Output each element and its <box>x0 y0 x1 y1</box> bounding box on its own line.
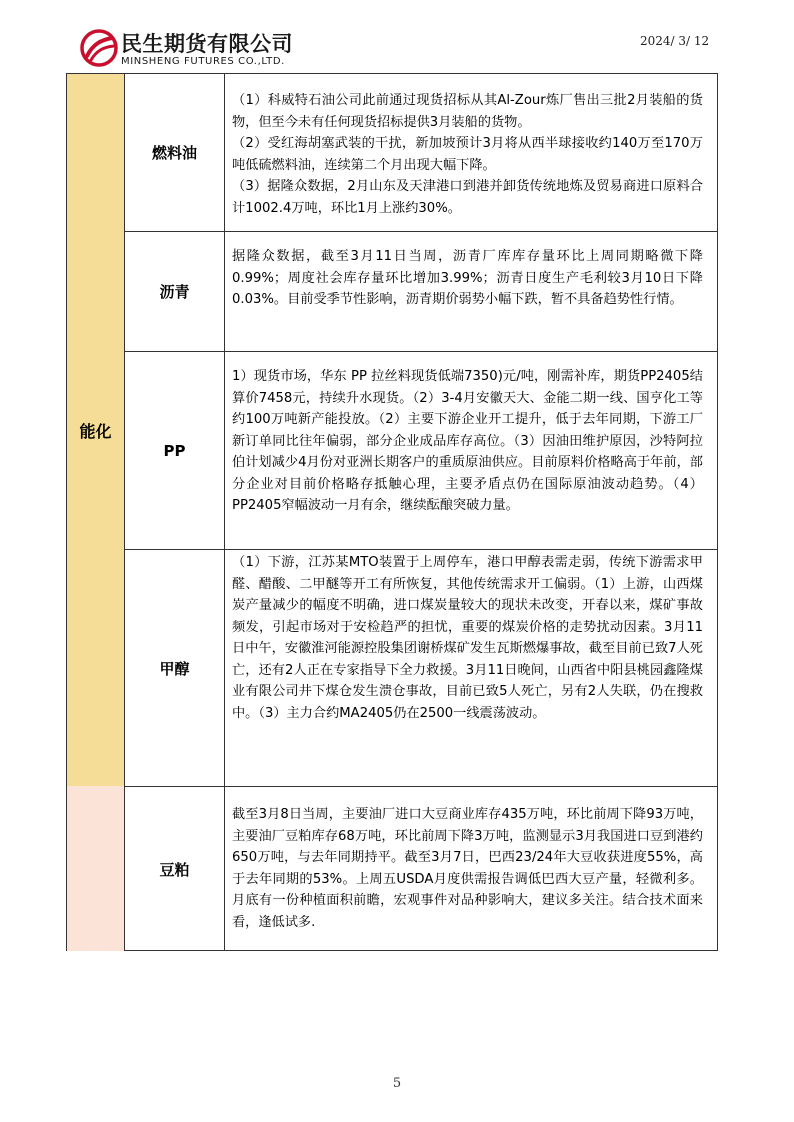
row-methanol <box>125 549 717 786</box>
fuel-oil-paragraph-2: （2）受红海胡塞武装的干扰，新加坡预计3月将从西半球接收约140万至170万吨低硫燃料油，连续第二个月出现大幅下降。 <box>232 136 703 173</box>
content-fuel-oil <box>225 74 717 231</box>
category-energy-chemical: 能化 <box>67 74 125 786</box>
row-asphalt <box>125 231 717 351</box>
minsheng-logo-icon <box>79 28 119 68</box>
row-fuel-oil <box>125 74 717 231</box>
item-name-pp: PP <box>125 352 225 549</box>
company-name-cn: 民生期货有限公司 <box>121 32 293 56</box>
row-pp <box>125 351 717 549</box>
content-asphalt <box>225 232 717 351</box>
fuel-oil-paragraph-3: （3）据隆众数据，2月山东及天津港口到港并卸货传统地炼及贸易商进口原料合计1002.4万吨，环比1月上涨约30%。 <box>232 179 703 216</box>
content-methanol <box>225 550 717 786</box>
item-name-methanol: 甲醇 <box>125 550 225 786</box>
report-date: 2024/ 3/ 12 <box>640 34 710 48</box>
item-name-asphalt: 沥青 <box>125 232 225 351</box>
asphalt-text: 据隆众数据，截至3月11日当周，沥青厂库库存量环比上周同期略微下降0.99%；周度社会库存量环比增加3.99%；沥青日度生产毛利较3月10日下降0.03%。目前受季节性影响，沥青期价弱势小幅下跌，暂不具备趋势性行情。 <box>232 249 703 307</box>
commodity-table <box>66 73 718 951</box>
page-number: 5 <box>392 1076 402 1091</box>
soymeal-text: 截至3月8日当周，主要油厂进口大豆商业库存435万吨，环比前周下降93万吨，主要油厂豆粕库存68万吨，环比前周下降3万吨，监测显示3月我国进口豆到港约650万吨，与去年同期持平。截至3月7日，巴西23/24年大豆收获进度55%，高于去年同期的53%。上周五USDA月度供需报告调低巴西大豆产量，轻微利多。月底有一份种植面积前瞻，宏观事件对品种影响大，建议多关注。结合技术面来看，逢低试多. <box>232 807 703 930</box>
pp-text: 1）现货市场，华东 PP 拉丝料现货低端7350)元/吨，刚需补库，期货PP2405结算价7458元，持续升水现货。（2）3-4月安徽天大、金能二期一线、国亨化工等约100万吨新产能投放。（2）主要下游企业开工提升，低于去年同期，下游工厂新订单同比往年偏弱，部分企业成品库存高位。（3）因油田维护原因，沙特阿拉伯计划减少4月份对亚洲长期客户的重质原油供应。目前原料价格略高于年前，部分企业对目前价格略存抵触心理，主要矛盾点仍在国际原油波动趋势。（4）PP2405窄幅波动一月有余，继续酝酿突破力量。 <box>232 369 703 513</box>
content-pp <box>225 352 717 549</box>
methanol-text: （1）下游，江苏某MTO装置于上周停车，港口甲醇表需走弱，传统下游需求甲醛、醋酸、二甲醚等开工有所恢复，其他传统需求开工偏弱。（1）上游，山西煤炭产量减少的幅度不明确，进口煤炭量较大的现状未改变，开春以来，煤矿事故频发，引起市场对于安检趋严的担忧，重要的煤炭价格的走势扰动因素。3月11日中午，安徽淮河能源控股集团谢桥煤矿发生瓦斯燃爆事故，截至目前已致7人死亡，还有2人正在专家指导下全力救援。3月11日晚间，山西省中阳县桃园鑫隆煤业有限公司井下煤仓发生溃仓事故，目前已致5人死亡，另有2人失联，仍在搜救中。（3）主力合约MA2405仍在2500一线震荡波动。 <box>232 555 703 721</box>
item-name-fuel-oil: 燃料油 <box>125 74 225 231</box>
row-soymeal <box>125 786 717 951</box>
page-header <box>0 0 794 72</box>
content-soymeal <box>225 787 717 951</box>
category-agri <box>67 786 125 951</box>
item-name-soymeal: 豆粕 <box>125 787 225 951</box>
company-name-en: MINSHENG FUTURES CO.,LTD. <box>121 56 285 67</box>
fuel-oil-paragraph-1: （1）科威特石油公司此前通过现货招标从其Al-Zour炼厂售出三批2月装船的货物，但至今未有任何现货招标提供3月装船的货物。 <box>232 93 703 130</box>
